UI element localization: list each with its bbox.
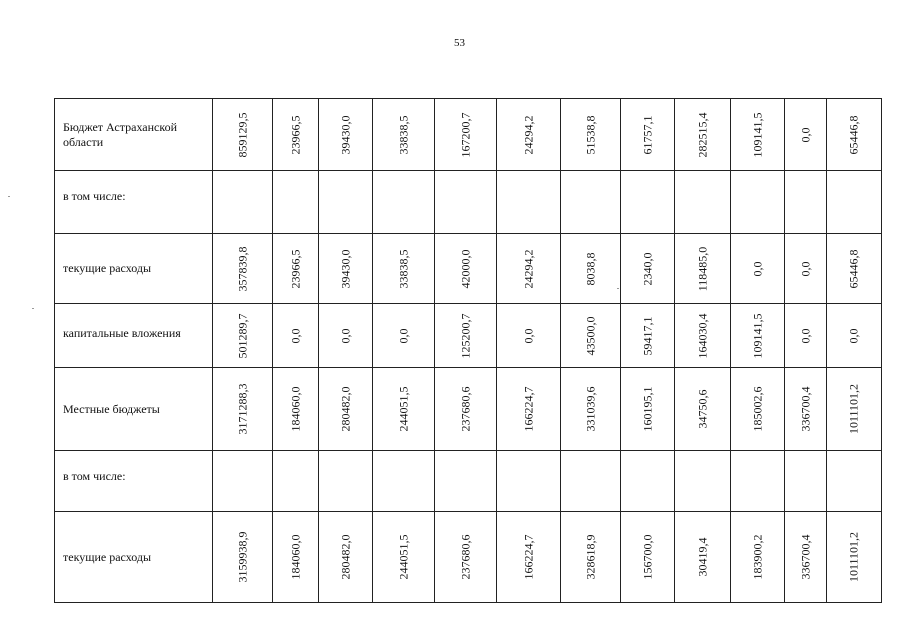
row-label: текущие расходы — [63, 549, 152, 564]
cell-value: 336700,4 — [798, 386, 812, 432]
row-label: Местные бюджеты — [63, 401, 160, 416]
cell-value: 280482,0 — [338, 534, 352, 580]
value-cell — [675, 171, 731, 234]
value-cell — [373, 99, 435, 171]
value-cell — [319, 171, 373, 234]
value-cell — [373, 368, 435, 451]
cell-value: 501289,7 — [235, 313, 249, 358]
cell-value: 1011101,2 — [846, 531, 861, 583]
value-cell — [497, 368, 561, 451]
cell-value: 65446,8 — [846, 115, 861, 154]
cell-value: 109141,5 — [750, 112, 764, 157]
cell-value: 125200,7 — [458, 313, 472, 358]
value-cell — [497, 234, 561, 304]
cell-value: 0,0 — [750, 261, 764, 276]
value-cell — [213, 234, 273, 304]
value-cell — [827, 234, 882, 304]
value-cell — [213, 99, 273, 171]
value-cell — [213, 304, 273, 368]
cell-value: 167200,7 — [458, 112, 472, 157]
value-cell — [213, 451, 273, 512]
value-cell — [785, 368, 827, 451]
cell-value: 237680,6 — [458, 386, 472, 432]
value-cell — [319, 99, 373, 171]
value-cell — [373, 171, 435, 234]
value-cell — [675, 99, 731, 171]
value-cell — [373, 451, 435, 512]
cell-value: 164030,4 — [695, 313, 709, 358]
cell-value: 336700,4 — [798, 534, 812, 580]
cell-value: 23966,5 — [288, 249, 302, 288]
table-row — [55, 304, 882, 368]
cell-value: 183900,2 — [750, 534, 764, 580]
value-cell — [621, 234, 675, 304]
value-cell — [561, 512, 621, 603]
cell-value: 59417,1 — [640, 316, 654, 355]
value-cell — [675, 451, 731, 512]
value-cell — [675, 368, 731, 451]
value-cell — [213, 368, 273, 451]
value-cell — [621, 368, 675, 451]
cell-value: 30419,4 — [695, 537, 709, 577]
cell-value: 184060,0 — [288, 386, 302, 432]
value-cell — [273, 512, 319, 603]
value-cell — [373, 234, 435, 304]
cell-value: 24294,2 — [521, 249, 535, 288]
value-cell — [785, 99, 827, 171]
value-cell — [731, 234, 785, 304]
row-label: капитальные вложения — [63, 326, 181, 340]
row-label-cell — [55, 99, 213, 171]
row-label: в том числе: — [63, 189, 126, 203]
row-label: текущие расходы — [63, 261, 152, 275]
cell-value: 357839,8 — [235, 246, 249, 291]
cell-value: 282515,4 — [695, 112, 709, 157]
value-cell — [785, 512, 827, 603]
cell-value: 118485,0 — [695, 246, 709, 291]
value-cell — [435, 171, 497, 234]
value-cell — [497, 451, 561, 512]
cell-value: 280482,0 — [338, 386, 352, 432]
page-number: 53 — [454, 37, 465, 49]
cell-value: 184060,0 — [288, 534, 302, 580]
value-cell — [497, 512, 561, 603]
value-cell — [373, 512, 435, 603]
cell-value: 0,0 — [798, 127, 812, 142]
value-cell — [785, 451, 827, 512]
budget-table — [54, 98, 882, 603]
value-cell — [675, 304, 731, 368]
cell-value: 39430,0 — [338, 115, 352, 154]
cell-value: 8038,8 — [583, 252, 597, 285]
cell-value: 23966,5 — [288, 115, 302, 154]
value-cell — [273, 451, 319, 512]
table-row — [55, 368, 882, 451]
cell-value: 244051,5 — [396, 534, 410, 580]
row-label-cell — [55, 368, 213, 451]
cell-value: 3159938,9 — [235, 531, 249, 583]
cell-value: 33838,5 — [396, 249, 410, 288]
cell-value: 34750,6 — [695, 389, 709, 429]
cell-value: 859129,5 — [235, 112, 249, 157]
value-cell — [785, 234, 827, 304]
value-cell — [435, 512, 497, 603]
table-row — [55, 99, 882, 171]
cell-value: 1011101,2 — [846, 383, 861, 435]
cell-value: 65446,8 — [846, 249, 861, 288]
value-cell — [319, 368, 373, 451]
row-label-cell — [55, 512, 213, 603]
row-label-cell — [55, 451, 213, 512]
value-cell — [561, 304, 621, 368]
cell-value: 61757,1 — [640, 115, 654, 154]
cell-value: 0,0 — [338, 328, 352, 343]
value-cell — [213, 171, 273, 234]
value-cell — [621, 99, 675, 171]
row-label-cell — [55, 304, 213, 368]
value-cell — [497, 99, 561, 171]
value-cell — [435, 99, 497, 171]
table-row — [55, 512, 882, 603]
value-cell — [621, 304, 675, 368]
cell-value: 0,0 — [798, 261, 812, 276]
value-cell — [731, 368, 785, 451]
value-cell — [561, 234, 621, 304]
value-cell — [827, 304, 882, 368]
value-cell — [213, 512, 273, 603]
value-cell — [273, 99, 319, 171]
scan-artifact — [32, 308, 34, 309]
value-cell — [731, 304, 785, 368]
value-cell — [621, 451, 675, 512]
cell-value: 2340,0 — [640, 252, 654, 285]
scan-artifact — [8, 196, 10, 197]
value-cell — [273, 171, 319, 234]
table-row — [55, 451, 882, 512]
value-cell — [319, 234, 373, 304]
cell-value: 43500,0 — [583, 316, 597, 355]
cell-value: 160195,1 — [640, 386, 654, 432]
row-label-cell — [55, 171, 213, 234]
cell-value: 185002,6 — [750, 386, 764, 432]
value-cell — [731, 451, 785, 512]
value-cell — [731, 512, 785, 603]
cell-value: 24294,2 — [521, 115, 535, 154]
table-row — [55, 234, 882, 304]
value-cell — [273, 304, 319, 368]
cell-value: 0,0 — [288, 328, 302, 343]
cell-value: 328618,9 — [583, 534, 597, 580]
cell-value: 166224,7 — [521, 386, 535, 432]
value-cell — [827, 171, 882, 234]
value-cell — [675, 234, 731, 304]
value-cell — [827, 99, 882, 171]
cell-value: 166224,7 — [521, 534, 535, 580]
value-cell — [621, 171, 675, 234]
value-cell — [373, 304, 435, 368]
cell-value: 244051,5 — [396, 386, 410, 432]
value-cell — [435, 368, 497, 451]
value-cell — [827, 451, 882, 512]
value-cell — [561, 451, 621, 512]
value-cell — [827, 512, 882, 603]
value-cell — [319, 512, 373, 603]
value-cell — [561, 171, 621, 234]
cell-value: 156700,0 — [640, 534, 654, 580]
cell-value: 39430,0 — [338, 249, 352, 288]
value-cell — [273, 234, 319, 304]
value-cell — [319, 451, 373, 512]
cell-value: 0,0 — [846, 328, 861, 343]
value-cell — [319, 304, 373, 368]
value-cell — [435, 304, 497, 368]
row-label-cell — [55, 234, 213, 304]
value-cell — [435, 234, 497, 304]
cell-value: 0,0 — [521, 328, 535, 343]
value-cell — [497, 304, 561, 368]
cell-value: 331039,6 — [583, 386, 597, 432]
value-cell — [785, 171, 827, 234]
value-cell — [497, 171, 561, 234]
cell-value: 33838,5 — [396, 115, 410, 154]
cell-value: 51538,8 — [583, 115, 597, 154]
value-cell — [675, 512, 731, 603]
value-cell — [435, 451, 497, 512]
value-cell — [827, 368, 882, 451]
row-label: в том числе: — [63, 469, 126, 483]
value-cell — [561, 368, 621, 451]
cell-value: 3171288,3 — [235, 383, 249, 435]
value-cell — [731, 99, 785, 171]
row-label: Бюджет Астраханской области — [63, 119, 178, 149]
value-cell — [561, 99, 621, 171]
value-cell — [785, 304, 827, 368]
cell-value: 0,0 — [396, 328, 410, 343]
cell-value: 0,0 — [798, 328, 812, 343]
cell-value: 237680,6 — [458, 534, 472, 580]
value-cell — [621, 512, 675, 603]
cell-value: 42000,0 — [458, 249, 472, 288]
cell-value: 109141,5 — [750, 313, 764, 358]
value-cell — [273, 368, 319, 451]
value-cell — [731, 171, 785, 234]
table-row — [55, 171, 882, 234]
